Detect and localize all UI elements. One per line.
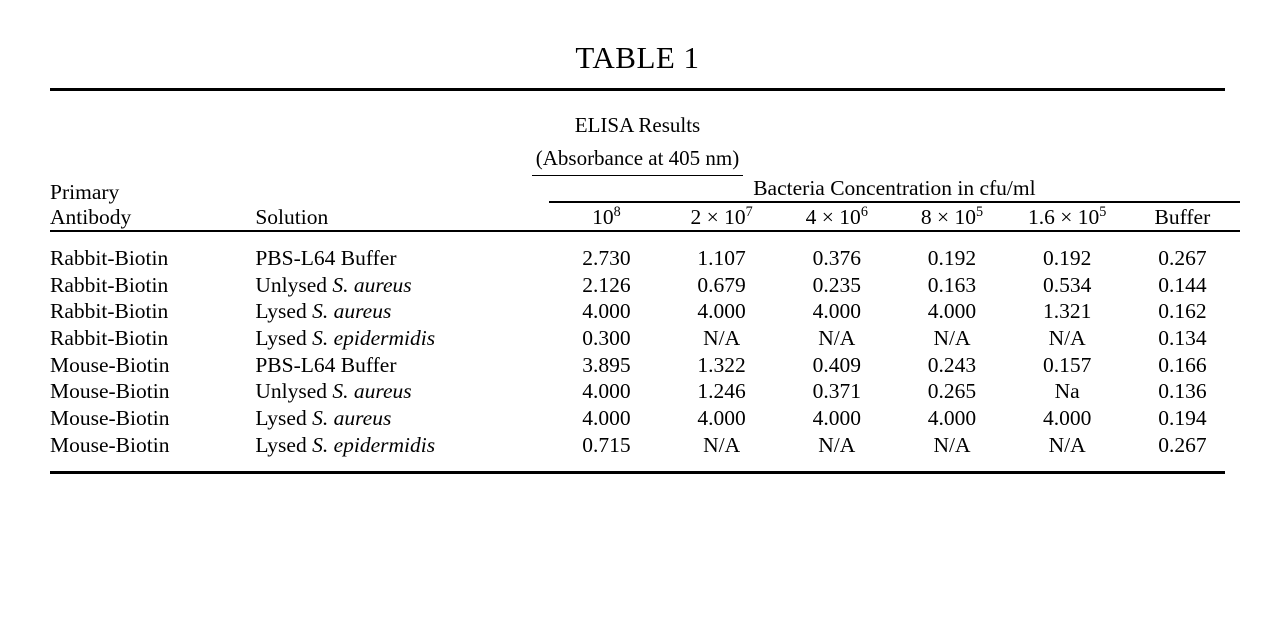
cell-antibody: Rabbit-Biotin	[50, 326, 169, 351]
cell-solution: Unlysed S. aureus	[255, 379, 412, 404]
cell-solution: Lysed S. epidermidis	[255, 432, 436, 457]
table-row	[50, 232, 1240, 272]
header-conc-5	[1010, 205, 1125, 231]
header-conc-2-text: $2 \times 10^7$	[690, 203, 753, 230]
cell-absorbance-value: 0.144	[1158, 272, 1207, 297]
cell-absorbance-value: N/A	[1048, 432, 1086, 457]
header-group-rule	[549, 201, 1240, 203]
elisa-results-table	[50, 176, 1240, 471]
cell-absorbance-value: 3.895	[582, 352, 631, 377]
header-group-bacteria-concentration	[549, 176, 1240, 205]
table-row	[50, 378, 1240, 405]
species-name: S. epidermidis	[312, 432, 436, 457]
cell-absorbance-value: 0.194	[1158, 406, 1207, 431]
species-name: S. aureus	[312, 299, 392, 324]
cell-absorbance-value: 0.192	[927, 246, 977, 271]
header-group-label: Bacteria Concentration in cfu/ml	[753, 176, 1036, 201]
header-conc-3-text: $4 \times 10^6$	[805, 203, 868, 230]
header-conc-1	[549, 205, 664, 231]
cell-antibody: Mouse-Biotin	[50, 352, 170, 377]
cell-absorbance-value: Na	[1054, 379, 1080, 404]
cell-absorbance-value: 4.000	[1042, 406, 1092, 431]
table-row	[50, 352, 1240, 379]
cell-absorbance-value: 0.267	[1158, 246, 1207, 271]
cell-absorbance-value: N/A	[933, 326, 971, 351]
species-name: S. aureus	[332, 379, 412, 404]
cell-absorbance-value: 0.715	[582, 432, 631, 457]
header-solution-label: Solution	[255, 205, 329, 230]
header-conc-5-text: $1.6 \times 10^5$	[1027, 203, 1107, 230]
table-caption	[0, 109, 1275, 176]
cell-absorbance-value: 4.000	[927, 299, 977, 324]
cell-antibody: Rabbit-Biotin	[50, 272, 169, 297]
cell-solution: PBS-L64 Buffer	[255, 352, 397, 377]
cell-absorbance-value: 4.000	[812, 406, 861, 431]
caption-line-2: (Absorbance at 405 nm)	[532, 142, 744, 177]
cell-absorbance-value: 4.000	[927, 406, 977, 431]
cell-absorbance-value: N/A	[703, 326, 741, 351]
cell-absorbance-value: 0.409	[812, 352, 861, 377]
header-conc-1-text: $10^8$	[592, 203, 621, 230]
cell-absorbance-value: 4.000	[582, 379, 631, 404]
table-body	[50, 232, 1240, 471]
cell-absorbance-value: N/A	[818, 432, 856, 457]
header-row-columns	[50, 205, 1240, 231]
header-row-primary	[50, 176, 1240, 205]
page-title: TABLE 1	[575, 40, 700, 75]
header-primary-label: Primary	[50, 180, 120, 205]
cell-absorbance-value: 0.162	[1158, 299, 1207, 324]
cell-absorbance-value: 1.107	[697, 246, 746, 271]
cell-absorbance-value: 4.000	[697, 406, 746, 431]
cell-absorbance-value: 1.246	[697, 379, 746, 404]
header-conc-4	[894, 205, 1009, 231]
cell-absorbance-value: 0.192	[1042, 246, 1092, 271]
cell-absorbance-value: 0.376	[812, 246, 861, 271]
table-row	[50, 298, 1240, 325]
cell-absorbance-value: 0.300	[582, 326, 631, 351]
species-name: S. aureus	[332, 272, 412, 297]
cell-absorbance-value: 4.000	[582, 406, 631, 431]
table-bottom-rule	[50, 471, 1225, 474]
cell-absorbance-value: N/A	[818, 326, 856, 351]
cell-solution: PBS-L64 Buffer	[255, 246, 397, 271]
cell-absorbance-value: 1.321	[1042, 299, 1092, 324]
header-antibody-label: Antibody	[50, 205, 132, 230]
cell-solution: Lysed S. aureus	[255, 406, 392, 431]
cell-absorbance-value: 0.134	[1158, 326, 1207, 351]
header-conc-3	[779, 205, 894, 231]
header-conc-6	[1125, 205, 1240, 231]
cell-absorbance-value: N/A	[933, 432, 971, 457]
cell-antibody: Rabbit-Biotin	[50, 299, 169, 324]
cell-absorbance-value: 2.126	[582, 272, 631, 297]
cell-antibody: Mouse-Biotin	[50, 432, 170, 457]
cell-antibody: Mouse-Biotin	[50, 406, 170, 431]
header-conc-4-text: $8 \times 10^5$	[920, 203, 984, 230]
cell-absorbance-value: N/A	[1048, 326, 1086, 351]
cell-absorbance-value: 0.265	[927, 379, 977, 404]
cell-absorbance-value: 1.322	[697, 352, 746, 377]
header-conc-6-text: Buffer	[1154, 205, 1211, 230]
table-row	[50, 405, 1240, 432]
cell-absorbance-value: 0.243	[927, 352, 977, 377]
cell-absorbance-value: 0.157	[1042, 352, 1092, 377]
header-conc-2	[664, 205, 779, 231]
cell-absorbance-value: 0.679	[697, 272, 746, 297]
table-row	[50, 325, 1240, 352]
cell-absorbance-value: 0.235	[812, 272, 861, 297]
cell-absorbance-value: 0.136	[1158, 379, 1207, 404]
table-row	[50, 432, 1240, 472]
cell-antibody: Mouse-Biotin	[50, 379, 170, 404]
cell-antibody: Rabbit-Biotin	[50, 246, 169, 271]
cell-solution: Unlysed S. aureus	[255, 272, 412, 297]
cell-absorbance-value: N/A	[703, 432, 741, 457]
cell-solution: Lysed S. aureus	[255, 299, 392, 324]
cell-absorbance-value: 0.267	[1158, 432, 1207, 457]
cell-solution: Lysed S. epidermidis	[255, 326, 436, 351]
cell-absorbance-value: 2.730	[582, 246, 631, 271]
caption-line-1: ELISA Results	[574, 113, 701, 137]
title-rule	[50, 88, 1225, 91]
cell-absorbance-value: 0.371	[812, 379, 861, 404]
cell-absorbance-value: 4.000	[697, 299, 746, 324]
cell-absorbance-value: 0.163	[927, 272, 977, 297]
cell-absorbance-value: 4.000	[812, 299, 861, 324]
species-name: S. aureus	[312, 406, 392, 431]
cell-absorbance-value: 4.000	[582, 299, 631, 324]
cell-absorbance-value: 0.534	[1042, 272, 1092, 297]
species-name: S. epidermidis	[312, 326, 436, 351]
cell-absorbance-value: 0.166	[1158, 352, 1207, 377]
table-row	[50, 272, 1240, 299]
header-spacer	[255, 176, 548, 205]
